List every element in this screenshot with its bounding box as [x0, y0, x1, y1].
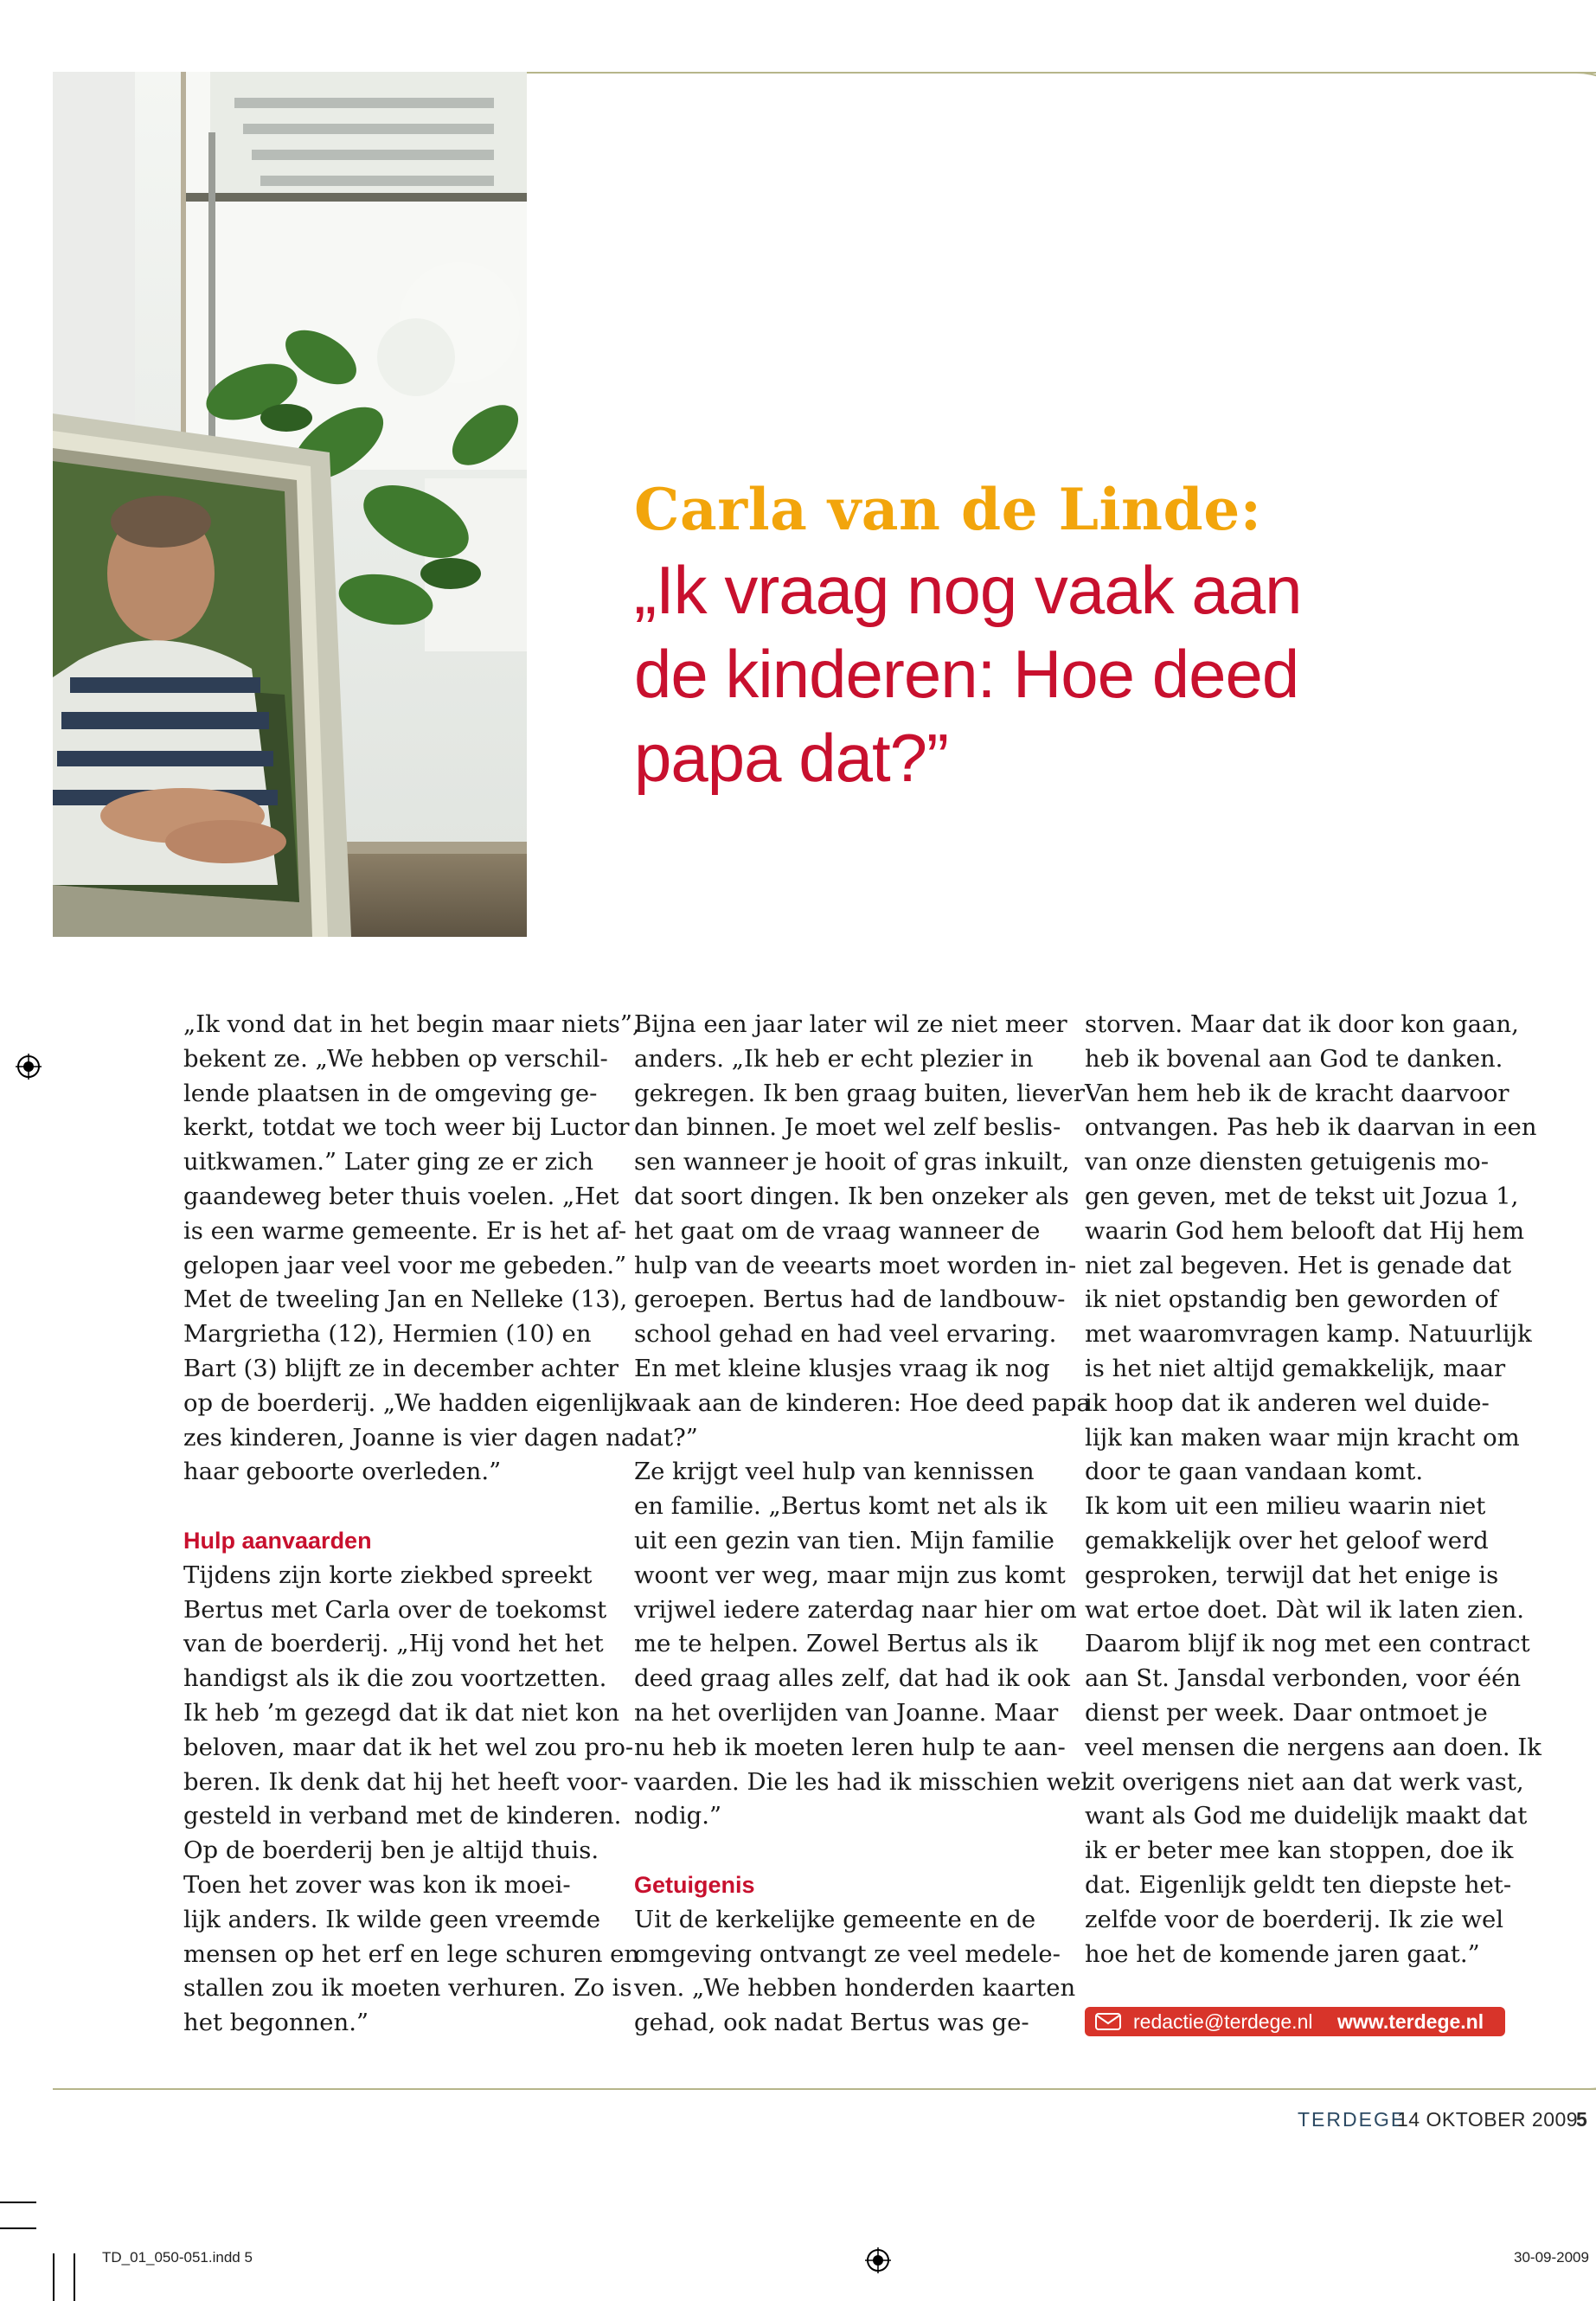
text-line: Ik kom uit een milieu waarin niet: [1085, 1492, 1486, 1521]
text-line: handigst als ik die zou voortzetten.: [183, 1664, 607, 1693]
text-line: nodig.”: [634, 1802, 722, 1830]
text-line: Uit de kerkelijke gemeente en de: [634, 1905, 1036, 1933]
envelope-icon: [1095, 2013, 1121, 2030]
text-line: wat ertoe doet. Dàt wil ik laten zien.: [1085, 1595, 1525, 1624]
headline-quote-line: de kinderen: Hoe deed: [634, 636, 1299, 712]
paragraph: [183, 1008, 640, 1490]
text-line: Margrietha (12), Hermien (10) en: [183, 1320, 592, 1349]
text-line: haar geboorte overleden.”: [183, 1458, 502, 1486]
article-column-2: [634, 1008, 1091, 2041]
text-line: hoe het de komende jaren gaat.”: [1085, 1939, 1480, 1968]
contact-bar: [1085, 2007, 1505, 2036]
text-line: sen wanneer je hooit of gras inkuilt,: [634, 1148, 1070, 1176]
headline-quote-line: „Ik vraag nog vaak aan: [634, 552, 1302, 628]
text-line: vaarden. Die les had ik misschien wel: [634, 1767, 1089, 1796]
text-line: hulp van de veearts moet worden in-: [634, 1251, 1077, 1279]
issue-date: 14 OKTOBER 2009: [1397, 2108, 1579, 2131]
text-line: gaandeweg beter thuis voelen. „Het: [183, 1182, 619, 1210]
text-line: kerkt, totdat we toch weer bij Luctor: [183, 1113, 630, 1142]
bottom-rule: [53, 2088, 1596, 2090]
text-line: zelfde voor de boerderij. Ik zie wel: [1085, 1905, 1504, 1933]
text-line: ontvangen. Pas heb ik daarvan in een: [1085, 1113, 1537, 1142]
text-line: gesproken, terwijl dat het enige is: [1085, 1561, 1499, 1589]
text-line: beren. Ik denk dat hij het heeft voor-: [183, 1767, 629, 1796]
slug-date: 30-09-2009: [1514, 2249, 1589, 2266]
text-line: gemakkelijk over het geloof werd: [1085, 1526, 1489, 1554]
text-line: Ik heb ’m gezegd dat ik dat niet kon: [183, 1698, 620, 1727]
text-line: zes kinderen, Joanne is vier dagen na: [183, 1423, 636, 1452]
text-line: dat. Eigenlijk geldt ten diepste het-: [1085, 1870, 1512, 1899]
text-line: na het overlijden van Joanne. Maar: [634, 1698, 1059, 1727]
subheading-getuigenis: Getuigenis: [634, 1871, 755, 1898]
text-line: Tijdens zijn korte ziekbed spreekt: [183, 1561, 593, 1589]
text-line: woont ver weg, maar mijn zus komt: [634, 1561, 1066, 1589]
text-line: anders. „Ik heb er echt plezier in: [634, 1044, 1034, 1073]
crop-mark: [53, 2253, 54, 2301]
subheading-hulp-aanvaarden: Hulp aanvaarden: [183, 1527, 372, 1554]
headline-quote-line: papa dat?”: [634, 720, 948, 796]
text-line: lijk kan maken waar mijn kracht om: [1085, 1423, 1520, 1452]
text-line: dat?”: [634, 1423, 698, 1452]
text-line: ven. „We hebben honderden kaarten: [634, 1974, 1076, 2003]
page-number: 5: [1576, 2108, 1587, 2131]
top-rule-curve: [1531, 72, 1596, 151]
text-line: het gaat om de vraag wanneer de: [634, 1216, 1041, 1245]
text-line: uitkwamen.” Later ging ze er zich: [183, 1148, 594, 1176]
text-line: beloven, maar dat ik het wel zou pro-: [183, 1733, 634, 1761]
text-line: heb ik bovenal aan God te danken.: [1085, 1044, 1503, 1073]
article-photo: [53, 72, 527, 937]
text-line: vrijwel iedere zaterdag naar hier om: [634, 1595, 1077, 1624]
text-line: want als God me duidelijk maakt dat: [1085, 1802, 1528, 1830]
text-line: bekent ze. „We hebben op verschil-: [183, 1044, 608, 1073]
registration-mark-icon: [16, 1054, 42, 1080]
bottom-rule-curve: [1531, 2024, 1596, 2090]
text-line: van de boerderij. „Hij vond het het: [183, 1630, 604, 1658]
headline-quote: [634, 548, 1551, 800]
text-line: met waaromvragen kamp. Natuurlijk: [1085, 1320, 1532, 1349]
paragraph: [634, 1008, 1091, 1455]
text-line: Toen het zover was kon ik moei-: [183, 1870, 571, 1899]
text-line: uit een gezin van tien. Mijn familie: [634, 1526, 1054, 1554]
text-line: is een warme gemeente. Er is het af-: [183, 1216, 627, 1245]
article-column-1: [183, 1008, 640, 2041]
headline-name: Carla van de Linde:: [634, 476, 1262, 543]
text-line: gekregen. Ik ben graag buiten, liever: [634, 1079, 1085, 1107]
photo-illustration: [53, 72, 527, 937]
text-line: ik niet opstandig ben geworden of: [1085, 1285, 1498, 1314]
text-line: waarin God hem belooft dat Hij hem: [1085, 1216, 1525, 1245]
text-line: storven. Maar dat ik door kon gaan,: [1085, 1010, 1519, 1038]
text-line: ik er beter mee kan stoppen, doe ik: [1085, 1836, 1514, 1865]
text-line: gelopen jaar veel voor me gebeden.”: [183, 1251, 627, 1279]
text-line: Ze krijgt veel hulp van kennissen: [634, 1458, 1035, 1486]
crop-mark: [0, 2227, 36, 2229]
crop-mark: [74, 2253, 75, 2301]
headline: [634, 474, 1551, 800]
text-line: Van hem heb ik de kracht daarvoor: [1085, 1079, 1509, 1107]
registration-mark-icon: [865, 2247, 891, 2273]
text-line: En met kleine klusjes vraag ik nog: [634, 1354, 1050, 1382]
text-line: gehad, ook nadat Bertus was ge-: [634, 2009, 1029, 2037]
text-line: lijk anders. Ik wilde geen vreemde: [183, 1905, 601, 1933]
slug-filename: TD_01_050-051.indd 5: [102, 2249, 253, 2266]
text-line: Daarom blijf ik nog met een contract: [1085, 1630, 1530, 1658]
text-line: nu heb ik moeten leren hulp te aan-: [634, 1733, 1066, 1761]
text-line: van onze diensten getuigenis mo-: [1085, 1148, 1490, 1176]
text-line: Bertus met Carla over de toekomst: [183, 1595, 607, 1624]
text-line: veel mensen die nergens aan doen. Ik: [1085, 1733, 1542, 1761]
text-line: het begonnen.”: [183, 2009, 369, 2037]
paragraph: [634, 1903, 1076, 2041]
text-line: Met de tweeling Jan en Nelleke (13),: [183, 1285, 628, 1314]
text-line: Op de boerderij ben je altijd thuis.: [183, 1836, 599, 1865]
text-line: omgeving ontvangt ze veel medele-: [634, 1939, 1061, 1968]
text-line: gen geven, met de tekst uit Jozua 1,: [1085, 1182, 1519, 1210]
text-line: is het niet altijd gemakkelijk, maar: [1085, 1354, 1506, 1382]
text-line: zit overigens niet aan dat werk vast,: [1085, 1767, 1524, 1796]
text-line: dat soort dingen. Ik ben onzeker als: [634, 1182, 1069, 1210]
crop-mark: [0, 2202, 36, 2203]
text-line: geroepen. Bertus had de landbouw-: [634, 1285, 1066, 1314]
text-line: niet zal begeven. Het is genade dat: [1085, 1251, 1512, 1279]
text-line: aan St. Jansdal verbonden, voor één: [1085, 1664, 1522, 1693]
text-line: me te helpen. Zowel Bertus als ik: [634, 1630, 1038, 1658]
text-line: mensen op het erf en lege schuren en: [183, 1939, 640, 1968]
text-line: stallen zou ik moeten verhuren. Zo is: [183, 1974, 632, 2003]
paragraph: [183, 1559, 640, 2041]
text-line: lende plaatsen in de omgeving ge-: [183, 1079, 598, 1107]
text-line: op de boerderij. „We hadden eigenlijk: [183, 1388, 639, 1417]
text-line: dan binnen. Je moet wel zelf beslis-: [634, 1113, 1061, 1142]
text-line: gesteld in verband met de kinderen.: [183, 1802, 622, 1830]
text-line: „Ik vond dat in het begin maar niets”,: [183, 1010, 640, 1038]
paragraph: [634, 1455, 1089, 1834]
article-column-3: [1085, 1008, 1542, 1971]
text-line: deed graag alles zelf, dat had ik ook: [634, 1664, 1070, 1693]
text-line: dienst per week. Daar ontmoet je: [1085, 1698, 1488, 1727]
paragraph: [1085, 1490, 1542, 1971]
text-line: vaak aan de kinderen: Hoe deed papa: [634, 1388, 1091, 1417]
email-link[interactable]: redactie@terdege.nl: [1133, 2010, 1313, 2033]
text-line: school gehad en had veel ervaring.: [634, 1320, 1057, 1349]
text-line: Bart (3) blijft ze in december achter: [183, 1354, 619, 1382]
text-line: Bijna een jaar later wil ze niet meer: [634, 1010, 1067, 1038]
text-line: door te gaan vandaan komt.: [1085, 1458, 1424, 1486]
paragraph: [1085, 1008, 1535, 1490]
text-line: en familie. „Bertus komt net als ik: [634, 1492, 1048, 1521]
text-line: ik hoop dat ik anderen wel duide-: [1085, 1388, 1490, 1417]
magazine-name: TERDEGE: [1298, 2108, 1407, 2131]
website-link[interactable]: www.terdege.nl: [1337, 2010, 1484, 2033]
